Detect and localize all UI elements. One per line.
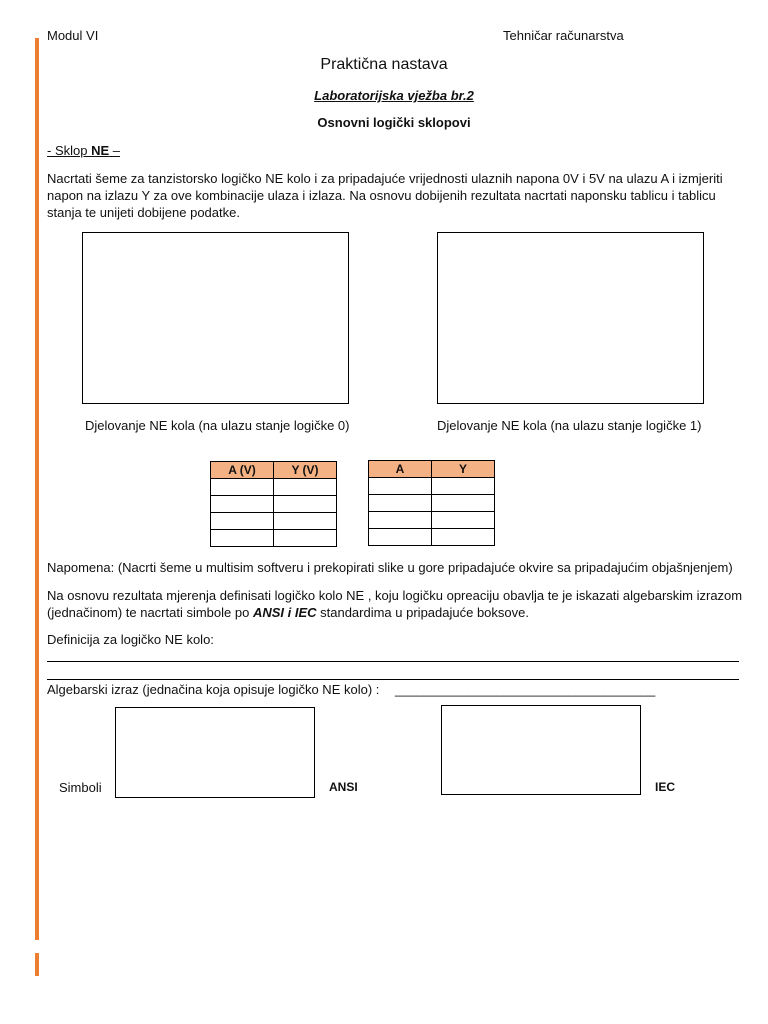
schematic-box-logic1[interactable] [437,232,704,404]
intro-paragraph: Nacrtati šeme za tanzistorsko logičko NE kolo i za pripadajuće vrijednosti ulaznih napona 0V i 5V na ulazu A i izmjeriti napon na izlazu Y za ove kombinacije ulaza i izlaza. Na osnovu dobijenih rezultata nacrtati naponsku tablicu i tablicu stanja te unijeti dobijene podatke. [47,171,723,220]
ansi-label: ANSI [329,780,358,794]
table-cell[interactable] [211,496,274,513]
table-cell[interactable] [274,496,337,513]
table-cell[interactable] [432,529,495,546]
table-cell[interactable] [369,529,432,546]
algebra-blank[interactable]: ____________________________________ [395,682,656,697]
state-table-header-a: A [369,461,432,478]
table-cell[interactable] [274,530,337,547]
task-standards: ANSI i IEC [252,605,317,620]
table-cell[interactable] [274,479,337,496]
task-text-2: standardima u pripadajuće boksove. [316,605,529,620]
task-text-1: Na osnovu rezultata mjerenja definisati logičko kolo NE , koju logičku opreaciju obavlja te je iskazati algebarskim izrazom (jednačinom) te nacrtati simbole po [47,588,743,620]
table-cell[interactable] [211,513,274,530]
table-row [369,478,495,495]
table-cell[interactable] [211,530,274,547]
note-paragraph: Napomena: (Nacrti šeme u multisim softveru i prekopirati slike u gore pripadajuće okvire sa pripadajućim objašnjenjem) [47,560,733,575]
table-row [211,530,337,547]
definition-line-1[interactable] [47,661,739,662]
table-cell[interactable] [432,495,495,512]
symbols-label: Simboli [59,780,102,795]
header-left: Modul VI [47,28,99,43]
margin-accent-bar [35,38,39,940]
iec-symbol-box[interactable] [441,705,641,795]
definition-line-2[interactable] [47,679,739,680]
table-cell[interactable] [369,478,432,495]
table-row [369,529,495,546]
state-table-header-y: Y [432,461,495,478]
state-table [368,460,495,546]
ansi-symbol-box[interactable] [115,707,315,798]
table-row [369,495,495,512]
table-row [211,496,337,513]
section-suffix: – [109,143,120,158]
header-right: Tehničar računarstva [503,28,624,43]
voltage-table-header-a: A (V) [211,462,274,479]
section-heading [47,143,120,158]
topic-heading: Osnovni logički sklopovi [317,115,471,130]
table-cell[interactable] [432,478,495,495]
caption-logic0: Djelovanje NE kola (na ulazu stanje logičke 0) [85,418,350,433]
task-paragraph [47,587,747,621]
table-cell[interactable] [211,479,274,496]
table-row [369,512,495,529]
table-cell[interactable] [274,513,337,530]
section-name: NE [91,143,110,158]
table-cell[interactable] [369,512,432,529]
schematic-box-logic0[interactable] [82,232,349,404]
table-row [211,479,337,496]
table-cell[interactable] [369,495,432,512]
table-cell[interactable] [432,512,495,529]
table-row [211,513,337,530]
definition-label: Definicija za logičko NE kolo: [47,632,214,647]
voltage-table-header-y: Y (V) [274,462,337,479]
iec-label: IEC [655,780,676,794]
page-title: Praktična nastava [320,56,448,73]
caption-logic1: Djelovanje NE kola (na ulazu stanje logičke 1) [437,418,702,433]
voltage-table [210,461,337,547]
algebra-label: Algebarski izraz (jednačina koja opisuje logičko NE kolo) : [47,682,380,697]
section-prefix: - Sklop [47,143,92,158]
exercise-subtitle: Laboratorijska vježba br.2 [314,88,474,103]
margin-accent-bar-small [35,953,39,976]
